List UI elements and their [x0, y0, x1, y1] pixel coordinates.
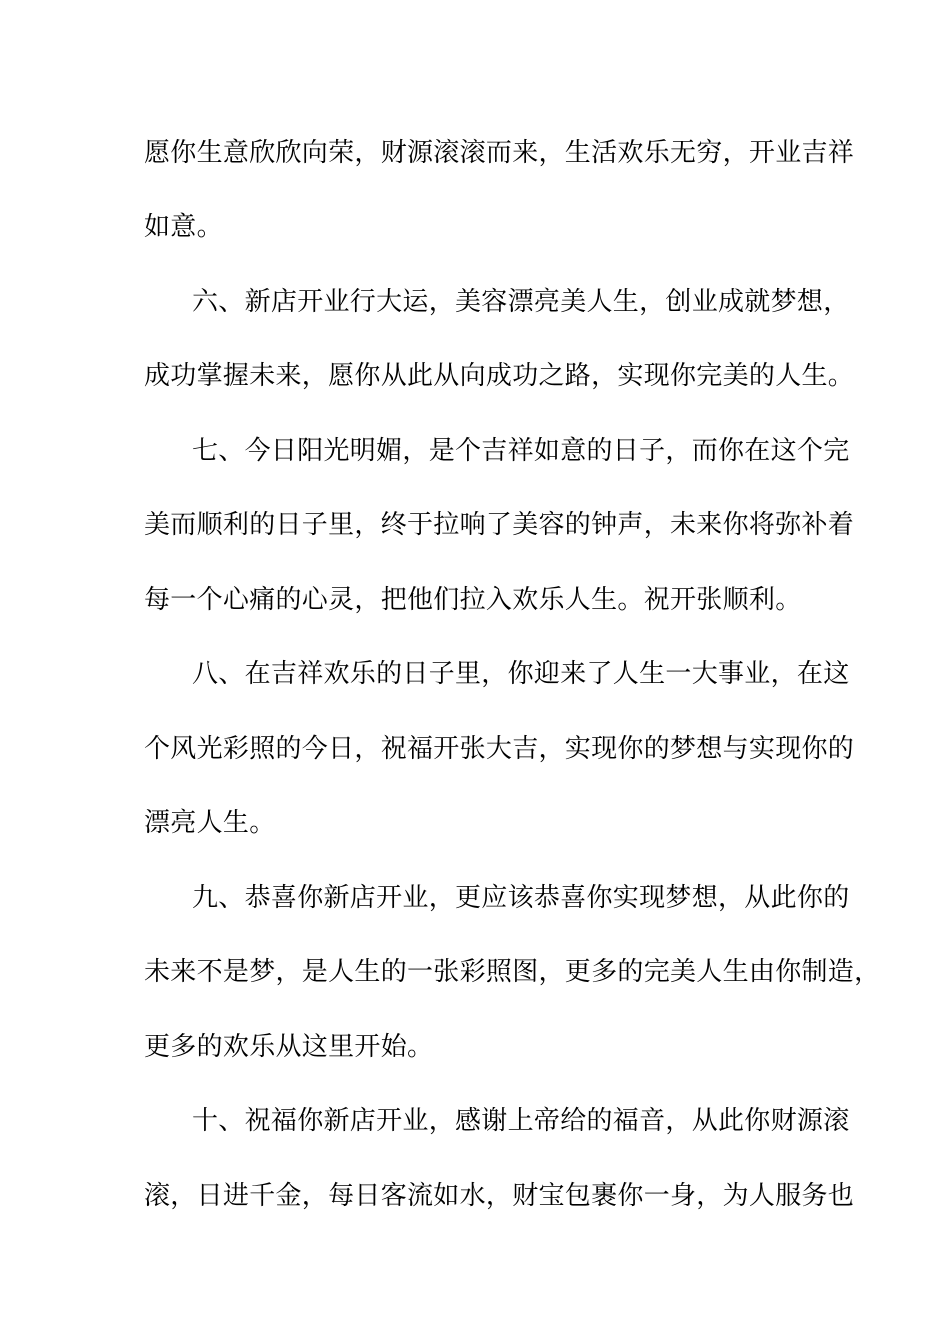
text-line: 更多的欢乐从这里开始。 — [144, 1032, 434, 1062]
paragraph-8-start: 八、在吉祥欢乐的日子里，你迎来了人生一大事业，在这 — [192, 659, 850, 689]
paragraph-6-start: 六、新店开业行大运，美容漂亮美人生，创业成就梦想， — [192, 287, 850, 317]
paragraph-7-start: 七、今日阳光明媚，是个吉祥如意的日子，而你在这个完 — [192, 436, 850, 466]
text-line: 漂亮人生。 — [144, 808, 276, 838]
text-line: 成功掌握未来，愿你从此从向成功之路，实现你完美的人生。 — [144, 361, 855, 391]
text-line: 个风光彩照的今日，祝福开张大吉，实现你的梦想与实现你的 — [144, 734, 855, 764]
text-line: 每一个心痛的心灵，把他们拉入欢乐人生。祝开张顺利。 — [144, 585, 802, 615]
text-line: 滚，日进千金，每日客流如水，财宝包裹你一身，为人服务也 — [144, 1181, 855, 1211]
text-line: 如意。 — [144, 212, 223, 242]
paragraph-9-start: 九、恭喜你新店开业，更应该恭喜你实现梦想，从此你的 — [192, 883, 850, 913]
text-line: 美而顺利的日子里，终于拉响了美容的钟声，未来你将弥补着 — [144, 510, 855, 540]
paragraph-10-start: 十、祝福你新店开业，感谢上帝给的福音，从此你财源滚 — [192, 1106, 850, 1136]
text-line: 未来不是梦，是人生的一张彩照图，更多的完美人生由你制造， — [144, 957, 881, 987]
text-line: 愿你生意欣欣向荣，财源滚滚而来，生活欢乐无穷，开业吉祥 — [144, 138, 855, 168]
